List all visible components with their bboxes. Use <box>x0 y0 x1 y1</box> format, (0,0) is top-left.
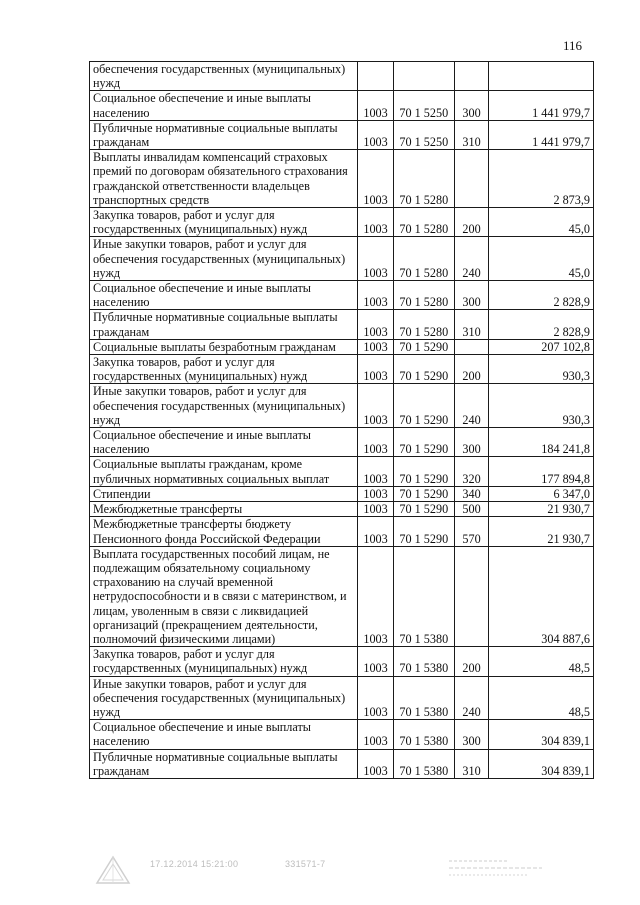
row-target-article-cell: 70 1 5290 <box>393 355 454 384</box>
row-amount-cell: 304 887,6 <box>489 546 594 646</box>
row-name-cell: Закупка товаров, работ и услуг для государственных (муниципальных) нужд <box>90 355 358 384</box>
row-name-cell: Межбюджетные трансферты бюджету Пенсионного фонда Российской Федерации <box>90 517 358 546</box>
signature-stamp-icon <box>447 855 557 883</box>
row-target-article-cell: 70 1 5380 <box>393 546 454 646</box>
row-amount-cell: 177 894,8 <box>489 457 594 486</box>
row-target-article-cell: 70 1 5290 <box>393 502 454 517</box>
row-name-cell: обеспечения государственных (муниципальных) нужд <box>90 62 358 91</box>
row-name-cell: Социальное обеспечение и иные выплаты населению <box>90 91 358 120</box>
row-name-cell: Социальное обеспечение и иные выплаты населению <box>90 720 358 749</box>
row-expense-type-cell <box>454 339 489 354</box>
table-row <box>90 310 594 339</box>
row-expense-type-cell: 310 <box>454 310 489 339</box>
row-name-cell: Выплаты инвалидам компенсаций страховых премий по договорам обязательного страхования гражданской ответственности владельцев транспортных средств <box>90 150 358 208</box>
row-section-cell: 1003 <box>358 749 394 778</box>
row-section-cell: 1003 <box>358 428 394 457</box>
table-row <box>90 486 594 501</box>
row-section-cell: 1003 <box>358 339 394 354</box>
row-target-article-cell: 70 1 5290 <box>393 339 454 354</box>
row-target-article-cell: 70 1 5280 <box>393 208 454 237</box>
row-section-cell: 1003 <box>358 150 394 208</box>
registration-number: 331571-7 <box>285 859 326 869</box>
row-expense-type-cell: 240 <box>454 384 489 428</box>
row-amount-cell: 304 839,1 <box>489 749 594 778</box>
row-amount-cell: 304 839,1 <box>489 720 594 749</box>
row-amount-cell: 930,3 <box>489 355 594 384</box>
row-target-article-cell: 70 1 5380 <box>393 647 454 676</box>
budget-table-body <box>90 62 594 779</box>
row-expense-type-cell <box>454 62 489 91</box>
table-row <box>90 457 594 486</box>
row-amount-cell: 184 241,8 <box>489 428 594 457</box>
row-amount-cell: 2 873,9 <box>489 150 594 208</box>
row-expense-type-cell: 500 <box>454 502 489 517</box>
row-target-article-cell: 70 1 5280 <box>393 150 454 208</box>
row-amount-cell: 45,0 <box>489 237 594 281</box>
table-row <box>90 428 594 457</box>
row-amount-cell: 21 930,7 <box>489 502 594 517</box>
table-row <box>90 62 594 91</box>
row-target-article-cell: 70 1 5380 <box>393 676 454 720</box>
row-name-cell: Социальные выплаты безработным гражданам <box>90 339 358 354</box>
row-target-article-cell: 70 1 5380 <box>393 749 454 778</box>
row-amount-cell: 1 441 979,7 <box>489 120 594 149</box>
table-row <box>90 647 594 676</box>
row-name-cell: Социальное обеспечение и иные выплаты населению <box>90 428 358 457</box>
table-row <box>90 208 594 237</box>
row-section-cell: 1003 <box>358 502 394 517</box>
row-amount-cell: 930,3 <box>489 384 594 428</box>
row-section-cell: 1003 <box>358 457 394 486</box>
row-expense-type-cell: 340 <box>454 486 489 501</box>
row-amount-cell: 21 930,7 <box>489 517 594 546</box>
row-section-cell: 1003 <box>358 310 394 339</box>
table-row <box>90 91 594 120</box>
row-name-cell: Публичные нормативные социальные выплаты гражданам <box>90 749 358 778</box>
row-target-article-cell <box>393 62 454 91</box>
row-name-cell: Социальные выплаты гражданам, кроме публичных нормативных социальных выплат <box>90 457 358 486</box>
row-expense-type-cell: 300 <box>454 720 489 749</box>
row-name-cell: Стипендии <box>90 486 358 501</box>
row-amount-cell: 207 102,8 <box>489 339 594 354</box>
row-expense-type-cell: 300 <box>454 428 489 457</box>
row-name-cell: Иные закупки товаров, работ и услуг для обеспечения государственных (муниципальных) нужд <box>90 676 358 720</box>
row-amount-cell: 6 347,0 <box>489 486 594 501</box>
row-section-cell: 1003 <box>358 237 394 281</box>
row-name-cell: Социальное обеспечение и иные выплаты населению <box>90 281 358 310</box>
row-target-article-cell: 70 1 5290 <box>393 486 454 501</box>
row-name-cell: Закупка товаров, работ и услуг для государственных (муниципальных) нужд <box>90 208 358 237</box>
row-expense-type-cell <box>454 150 489 208</box>
row-target-article-cell: 70 1 5290 <box>393 457 454 486</box>
row-expense-type-cell: 240 <box>454 676 489 720</box>
row-target-article-cell: 70 1 5280 <box>393 237 454 281</box>
row-expense-type-cell: 570 <box>454 517 489 546</box>
row-expense-type-cell: 310 <box>454 749 489 778</box>
row-name-cell: Публичные нормативные социальные выплаты гражданам <box>90 310 358 339</box>
row-section-cell: 1003 <box>358 208 394 237</box>
row-amount-cell: 48,5 <box>489 676 594 720</box>
row-section-cell: 1003 <box>358 355 394 384</box>
row-target-article-cell: 70 1 5280 <box>393 310 454 339</box>
emblem-icon <box>95 855 131 885</box>
table-row <box>90 517 594 546</box>
row-expense-type-cell: 240 <box>454 237 489 281</box>
table-row <box>90 339 594 354</box>
row-target-article-cell: 70 1 5250 <box>393 120 454 149</box>
table-row <box>90 355 594 384</box>
row-expense-type-cell: 200 <box>454 355 489 384</box>
row-name-cell: Иные закупки товаров, работ и услуг для обеспечения государственных (муниципальных) нужд <box>90 237 358 281</box>
row-section-cell: 1003 <box>358 517 394 546</box>
row-name-cell: Межбюджетные трансферты <box>90 502 358 517</box>
row-target-article-cell: 70 1 5280 <box>393 281 454 310</box>
registration-date: 17.12.2014 15:21:00 <box>150 859 239 869</box>
row-expense-type-cell: 300 <box>454 281 489 310</box>
row-section-cell: 1003 <box>358 720 394 749</box>
table-row <box>90 749 594 778</box>
row-section-cell: 1003 <box>358 120 394 149</box>
row-expense-type-cell: 310 <box>454 120 489 149</box>
table-row <box>90 281 594 310</box>
table-row <box>90 502 594 517</box>
row-name-cell: Выплата государственных пособий лицам, не подлежащим обязательному социальному страхованию на случай временной нетрудоспособности и в связи с материнством, и лицам, уволенным в связи с ликвидацией организаций (прекращением деятельности, полномочий физическими лицами) <box>90 546 358 646</box>
row-expense-type-cell <box>454 546 489 646</box>
row-name-cell: Иные закупки товаров, работ и услуг для обеспечения государственных (муниципальных) нужд <box>90 384 358 428</box>
table-row <box>90 546 594 646</box>
table-row <box>90 150 594 208</box>
row-target-article-cell: 70 1 5250 <box>393 91 454 120</box>
row-target-article-cell: 70 1 5290 <box>393 384 454 428</box>
table-row <box>90 676 594 720</box>
row-section-cell: 1003 <box>358 281 394 310</box>
row-amount-cell: 1 441 979,7 <box>489 91 594 120</box>
row-amount-cell: 48,5 <box>489 647 594 676</box>
row-section-cell: 1003 <box>358 546 394 646</box>
table-row <box>90 237 594 281</box>
row-amount-cell: 45,0 <box>489 208 594 237</box>
row-amount-cell: 2 828,9 <box>489 310 594 339</box>
row-expense-type-cell: 320 <box>454 457 489 486</box>
table-row <box>90 120 594 149</box>
row-section-cell: 1003 <box>358 384 394 428</box>
row-expense-type-cell: 200 <box>454 208 489 237</box>
row-section-cell: 1003 <box>358 676 394 720</box>
row-expense-type-cell: 300 <box>454 91 489 120</box>
row-section-cell: 1003 <box>358 647 394 676</box>
budget-table <box>89 61 594 779</box>
row-section-cell: 1003 <box>358 91 394 120</box>
page-number: 116 <box>563 38 583 53</box>
row-target-article-cell: 70 1 5290 <box>393 428 454 457</box>
row-name-cell: Публичные нормативные социальные выплаты гражданам <box>90 120 358 149</box>
table-row <box>90 384 594 428</box>
row-target-article-cell: 70 1 5380 <box>393 720 454 749</box>
table-row <box>90 720 594 749</box>
row-name-cell: Закупка товаров, работ и услуг для государственных (муниципальных) нужд <box>90 647 358 676</box>
row-expense-type-cell: 200 <box>454 647 489 676</box>
row-amount-cell <box>489 62 594 91</box>
row-section-cell <box>358 62 394 91</box>
row-amount-cell: 2 828,9 <box>489 281 594 310</box>
document-footer <box>95 855 575 885</box>
row-section-cell: 1003 <box>358 486 394 501</box>
row-target-article-cell: 70 1 5290 <box>393 517 454 546</box>
